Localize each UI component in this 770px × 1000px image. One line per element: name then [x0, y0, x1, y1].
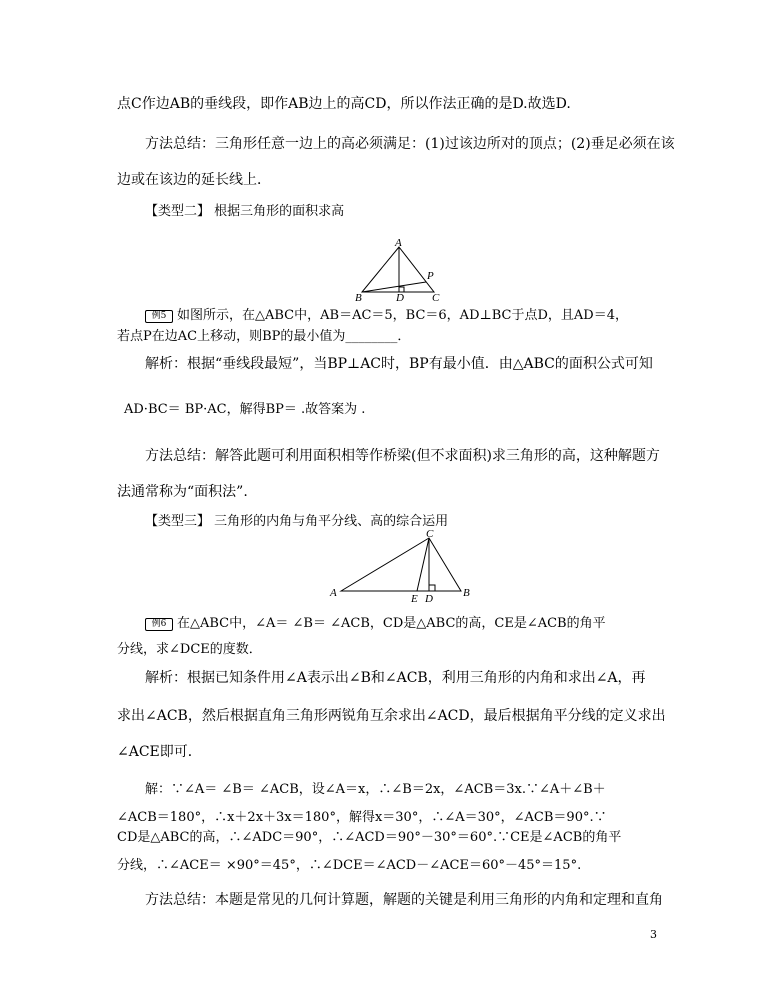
label-e: E — [411, 593, 418, 605]
text-line: 解：∵∠A＝ ∠B＝ ∠ACB，设∠A＝x，∴∠B＝2x，∠ACB＝3x.∵∠A＋∠B＋ — [145, 782, 606, 797]
text-line: 方法总结：三角形任意一边上的高必须满足：(1)过该边所对的顶点；(2)垂足必须在该 — [145, 136, 675, 152]
text-line: 法通常称为“面积法”. — [117, 484, 248, 500]
example-5-line — [145, 306, 628, 326]
label-a: A — [395, 237, 402, 249]
example-badge: 例5 — [145, 310, 173, 323]
label-p: P — [427, 270, 434, 282]
segment-bp — [362, 282, 426, 292]
text-line: AD·BC＝ BP·AC，解得BP＝ .故答案为 . — [124, 402, 366, 417]
section-heading: 【类型二】 根据三角形的面积求高 — [145, 204, 345, 219]
section-heading: 【类型三】 三角形的内角与角平分线、高的综合运用 — [145, 514, 449, 529]
text-line: 若点P在边AC上移动，则BP的最小值为________． — [117, 329, 411, 344]
example-text: 在△ABC中，∠A＝ ∠B＝ ∠ACB，CD是△ABC的高，CE是∠ACB的角平 — [177, 616, 606, 631]
text-line: ∠ACB＝180°，∴x＋2x＋3x＝180°，解得x＝30°，∴∠A＝30°，∠ACB＝90°.∵ — [117, 810, 607, 825]
label-c: C — [432, 292, 440, 304]
triangle-abc — [362, 247, 434, 292]
text-line: 边或在该边的延长线上． — [117, 172, 271, 188]
triangle-abc — [341, 538, 461, 591]
text-line: 解析：根据“垂线段最短”，当BP⊥AC时，BP有最小值．由△ABC的面积公式可知 — [145, 356, 653, 372]
example-badge: 例6 — [145, 618, 173, 631]
text-line: 点C作边AB的垂线段，即作AB边上的高CD，所以作法正确的是D.故选D. — [117, 96, 571, 112]
text-line: 方法总结：解答此题可利用面积相等作桥梁(但不求面积)求三角形的高，这种解题方 — [145, 448, 660, 464]
example-text: 如图所示，在△ABC中，AB＝AC＝5，BC＝6，AD⊥BC于点D，且AD＝4， — [177, 308, 628, 323]
example-6-line — [145, 614, 606, 634]
text-line: 分线，求∠DCE的度数． — [117, 642, 262, 657]
triangle-figure-1 — [350, 238, 450, 303]
label-b: B — [463, 587, 470, 599]
right-angle-mark — [429, 585, 435, 591]
bisector-ce — [417, 538, 429, 591]
text-line: 分线，∴∠ACE＝ ×90°＝45°，∴∠DCE＝∠ACD－∠ACE＝60°－45°＝15°. — [117, 858, 582, 873]
label-d: D — [396, 292, 404, 304]
text-line: 解析：根据已知条件用∠A表示出∠B和∠ACB，利用三角形的内角和求出∠A，再 — [145, 670, 646, 686]
text-line: CD是△ABC的高，∴∠ADC＝90°，∴∠ACD＝90°－30°＝60°.∵CE是∠ACB的角平 — [117, 830, 622, 845]
text-line: ∠ACE即可． — [117, 744, 202, 760]
label-d: D — [425, 593, 433, 605]
label-c: C — [426, 528, 434, 540]
text-line: 求出∠ACB，然后根据直角三角形两锐角互余求出∠ACD，最后根据角平分线的定义求出 — [117, 708, 666, 724]
triangle-figure-2 — [325, 528, 475, 604]
label-b: B — [355, 292, 362, 304]
page-number: 3 — [650, 928, 657, 941]
label-a: A — [330, 587, 337, 599]
text-line: 方法总结：本题是常见的几何计算题，解题的关键是利用三角形的内角和定理和直角 — [145, 892, 663, 908]
